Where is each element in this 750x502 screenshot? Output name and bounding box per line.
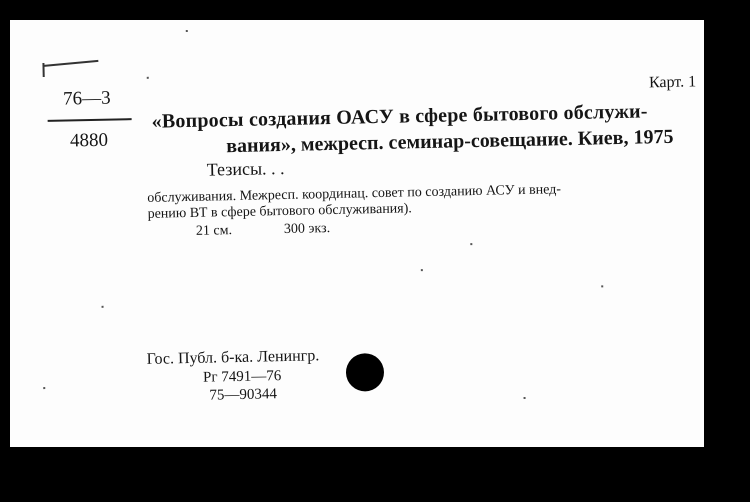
corner-tick — [42, 63, 44, 77]
card-label: Карт. 1 — [648, 73, 697, 92]
speck — [421, 269, 423, 271]
speck — [102, 306, 104, 308]
title-line-3: Тезисы. . . — [206, 157, 285, 180]
note-line-1: обслуживания. Межресп. координац. совет по созданию АСУ и внед- — [147, 182, 562, 206]
speck — [186, 30, 188, 32]
rg-number: Рг 7491—76 — [202, 368, 282, 386]
scan-border-bottom — [0, 447, 750, 494]
library-line: Гос. Публ. б-ка. Ленингр. — [146, 347, 320, 368]
call-number: 76—3 — [62, 87, 111, 110]
corner-mark — [42, 60, 98, 67]
punch-hole — [346, 353, 385, 392]
title-line-2: вания», межресп. семинар-совещание. Киев, 1975 — [225, 125, 674, 158]
speck — [470, 243, 472, 245]
size: 21 см. — [195, 223, 233, 239]
speck — [147, 77, 149, 79]
note-line-2: рению ВТ в сфере бытового обслуживания). — [147, 201, 412, 222]
catalog-card — [10, 20, 704, 450]
scan-border-right — [704, 0, 750, 494]
copies: 300 экз. — [283, 221, 331, 238]
divider-line — [48, 118, 132, 122]
title-line-1: «Вопросы создания ОАСУ в сфере бытового обслужи- — [151, 100, 648, 133]
speck — [524, 397, 526, 399]
accession-number: 4880 — [69, 129, 109, 152]
speck — [601, 285, 603, 287]
speck — [43, 387, 45, 389]
registration-number: 75—90344 — [209, 386, 278, 404]
